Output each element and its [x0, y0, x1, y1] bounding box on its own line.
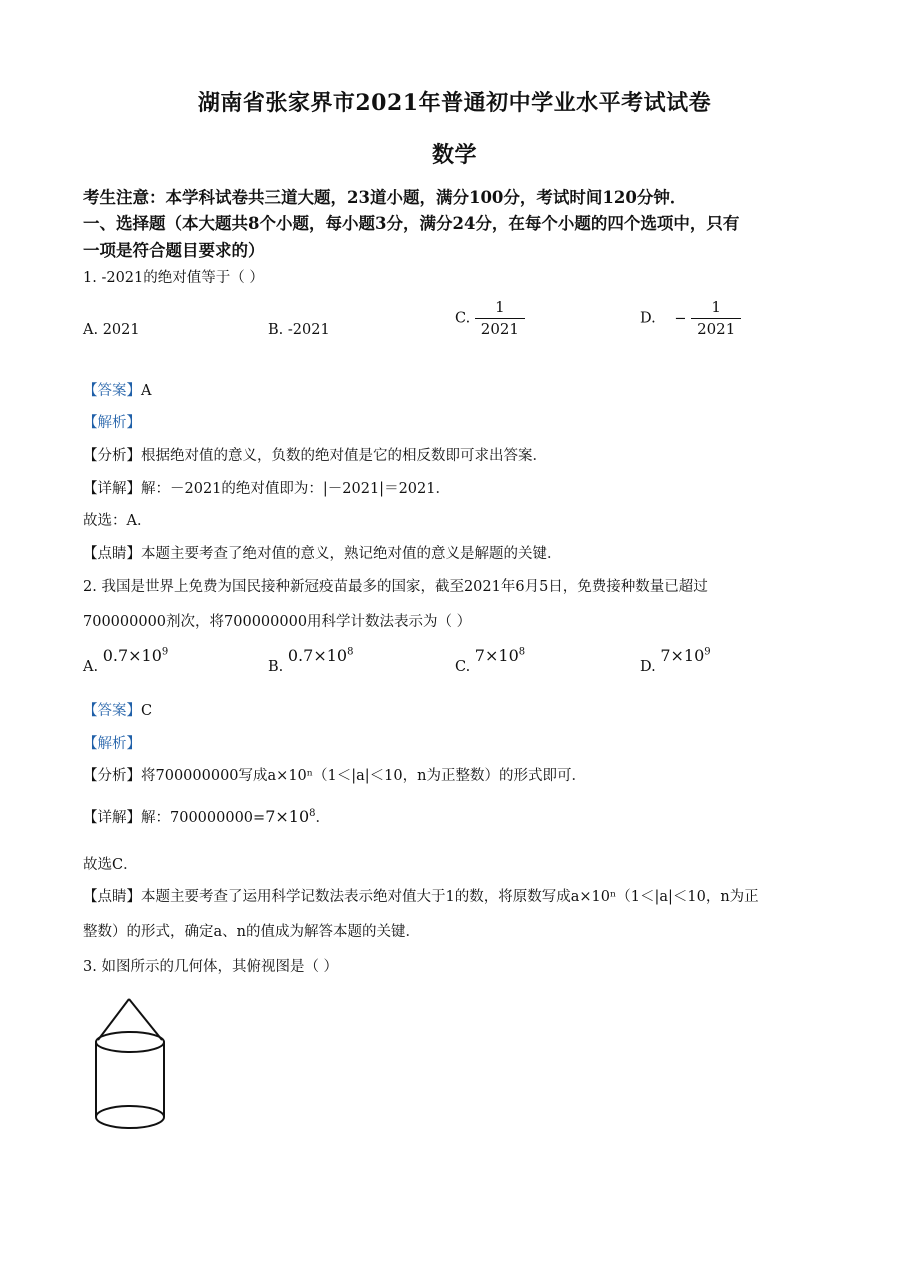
q2-option-c-base: 7×10 [474, 646, 519, 665]
q2-comment-tag: 【点睛】 [83, 889, 141, 905]
q2-comment-line2: 整数）的形式，确定a、n的值成为解答本题的关键． [83, 924, 420, 940]
q2-option-d-exponent: 9 [704, 646, 711, 658]
q1-answer-tag: 【答案】 [83, 383, 141, 399]
q1-option-d-fraction [691, 300, 741, 337]
q1-option-b: B. -2021 [268, 322, 330, 338]
q1-option-d-numerator: 1 [711, 298, 721, 316]
q2-option-c-exponent: 8 [518, 646, 526, 658]
q1-analysis [83, 444, 547, 465]
q1-comment-text: 本题主要考查了绝对值的意义，熟记绝对值的意义是解题的关键． [141, 546, 562, 562]
q2-option-c [455, 646, 526, 675]
q1-comment [83, 542, 562, 563]
q2-comment-line1 [83, 885, 759, 906]
q1-analysis-text: 根据绝对值的意义，负数的绝对值是它的相反数即可求出答案． [141, 448, 547, 464]
q2-answer-value: C [141, 703, 153, 719]
q2-solution-exponent: 8 [309, 808, 316, 820]
q1-solution-tag: 【详解】 [83, 481, 141, 497]
q2-stem-line1: 2. 我国是世界上免费为国民接种新冠疫苗最多的国家，截至2021年6月5日，免费接种数量已超过 [83, 579, 708, 595]
q2-option-d [640, 646, 711, 675]
q1-option-c-numerator: 1 [495, 298, 505, 316]
page-title: 湖南省张家界市2021年普通初中学业水平考试试卷 [197, 90, 712, 116]
q2-analysis-tag: 【分析】 [83, 768, 141, 784]
q2-comment-text1: 本题主要考查了运用科学记数法表示绝对值大于1的数，将原数写成a×10ⁿ（1＜|a|＜10，n为正 [141, 889, 759, 905]
q2-option-b-expr [288, 646, 354, 665]
q1-option-c [455, 300, 525, 337]
cylinder-bottom-ellipse [96, 1106, 164, 1128]
q1-option-d-label: D. [640, 310, 656, 327]
q2-solution [83, 806, 330, 827]
q2-solution-tag: 【详解】 [83, 810, 141, 826]
cylinder-top-ellipse [96, 1032, 164, 1052]
q2-jiexi-tag: 【解析】 [83, 736, 141, 752]
section1-heading-line1: 一、选择题（本大题共8个小题，每小题3分，满分24分，在每个小题的四个选项中，只有 [83, 214, 740, 233]
q1-solution-text: 解：－2021的绝对值即为：|－2021|＝2021． [141, 481, 450, 497]
q1-option-c-label: C. [455, 310, 471, 327]
q2-option-b-exponent: 8 [347, 646, 354, 658]
q2-solution-base: 7×10 [265, 807, 310, 826]
q2-option-b [268, 646, 354, 675]
q2-analysis-text: 将700000000写成a×10ⁿ（1＜|a|＜10，n为正整数）的形式即可． [141, 768, 586, 784]
q2-answer [83, 699, 152, 720]
q2-analysis [83, 764, 586, 785]
q2-option-c-label: C. [455, 659, 471, 675]
q3-stem: 3. 如图所示的几何体，其俯视图是（ ） [83, 959, 339, 975]
q2-option-c-expr [475, 646, 525, 665]
q1-option-d-denominator: 2021 [691, 318, 741, 337]
q1-answer-value: A [141, 383, 152, 399]
q1-answer [83, 379, 151, 400]
q2-option-b-base: 0.7×10 [287, 646, 348, 665]
q1-option-c-fraction [475, 300, 525, 337]
page-subtitle: 数学 [431, 142, 477, 168]
section1-heading-line2: 一项是符合题目要求的） [83, 241, 265, 260]
q2-option-a-expr [103, 646, 169, 665]
q1-option-a: A. 2021 [83, 322, 140, 338]
q1-option-d-sign: − [674, 310, 687, 327]
q2-choice: 故选C． [83, 857, 138, 873]
q2-option-a-exponent: 9 [161, 646, 169, 658]
q2-option-d-expr [660, 646, 710, 665]
q1-comment-tag: 【点睛】 [83, 546, 141, 562]
q2-solution-post: ． [315, 810, 331, 826]
exam-notice: 考生注意：本学科试卷共三道大题，23道小题，满分100分，考试时间120分钟． [83, 188, 687, 207]
q1-choice: 故选：A． [83, 513, 152, 529]
q2-answer-tag: 【答案】 [83, 703, 141, 719]
q1-option-d [640, 300, 741, 337]
q2-option-d-label: D. [640, 659, 656, 675]
q1-option-c-denominator: 2021 [475, 318, 525, 337]
cone-cylinder-figure [88, 995, 172, 1135]
q2-option-a-base: 0.7×10 [102, 646, 162, 665]
q2-option-b-label: B. [268, 659, 284, 675]
q2-option-a-label: A. [83, 659, 99, 675]
q2-solution-pre: 解：700000000= [141, 810, 266, 826]
q2-stem-line2: 700000000剂次，将700000000用科学计数法表示为（ ） [83, 614, 472, 630]
q1-analysis-tag: 【分析】 [83, 448, 141, 464]
q2-option-d-base: 7×10 [660, 646, 705, 665]
q1-stem: 1. -2021的绝对值等于（ ） [83, 270, 264, 286]
q1-solution [83, 477, 450, 498]
q2-option-a [83, 646, 169, 675]
q1-jiexi-tag: 【解析】 [83, 415, 141, 431]
